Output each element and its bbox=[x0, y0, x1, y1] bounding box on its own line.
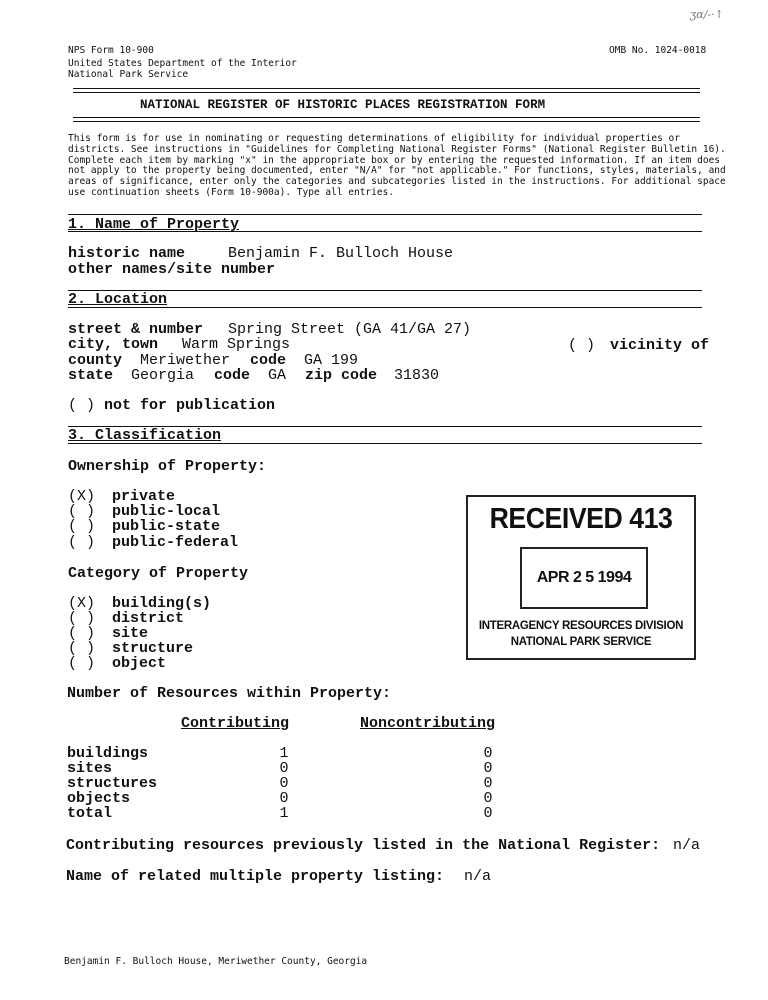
ownership-public-state-checkbox[interactable]: ( ) bbox=[68, 518, 96, 535]
ownership-public-federal-checkbox[interactable]: ( ) bbox=[68, 534, 96, 551]
county-code-value: GA 199 bbox=[304, 352, 359, 369]
stamp-division: INTERAGENCY RESOURCES DIVISION bbox=[478, 620, 684, 632]
title-top-rule bbox=[73, 88, 700, 93]
instruction-line: areas of significance, enter only the categories and subcategories listed in the instructions. For additional space bbox=[68, 176, 726, 188]
omb-number: OMB No. 1024-0018 bbox=[609, 45, 707, 56]
state-value: Georgia bbox=[131, 367, 195, 384]
resource-contributing-count: 0 bbox=[279, 790, 289, 807]
form-title: NATIONAL REGISTER OF HISTORIC PLACES REGISTRATION FORM bbox=[140, 98, 546, 112]
category-object-label: object bbox=[112, 655, 167, 672]
category-site-label: site bbox=[112, 625, 149, 642]
section3-underrule bbox=[68, 443, 702, 444]
department: United States Department of the Interior bbox=[68, 58, 297, 69]
county-label: county bbox=[68, 352, 123, 369]
resource-contributing-count: 0 bbox=[279, 775, 289, 792]
received-stamp bbox=[466, 495, 696, 660]
noncontributing-header: Noncontributing bbox=[360, 715, 496, 732]
section1-heading: 1. Name of Property bbox=[68, 216, 240, 233]
not-for-publication-checkbox[interactable]: ( ) bbox=[68, 397, 96, 414]
category-object-checkbox[interactable]: ( ) bbox=[68, 655, 96, 672]
county-code-label: code bbox=[250, 352, 287, 369]
category-site-checkbox[interactable]: ( ) bbox=[68, 625, 96, 642]
resource-noncontributing-count: 0 bbox=[483, 775, 493, 792]
section1-rule bbox=[68, 214, 702, 215]
ownership-public-state-label: public-state bbox=[112, 518, 221, 535]
service: National Park Service bbox=[68, 69, 189, 80]
vicinity-checkbox[interactable]: ( ) bbox=[568, 337, 596, 354]
zip-label: zip code bbox=[305, 367, 378, 384]
section1-underrule bbox=[68, 231, 702, 232]
category-building-label: building(s) bbox=[112, 595, 212, 612]
related-listing-label: Name of related multiple property listing: bbox=[66, 868, 445, 885]
ownership-public-local-label: public-local bbox=[112, 503, 221, 520]
resource-contributing-count: 0 bbox=[279, 760, 289, 777]
resource-contributing-count: 1 bbox=[279, 805, 289, 822]
previously-listed-value: n/a bbox=[673, 837, 701, 854]
category-district-checkbox[interactable]: ( ) bbox=[68, 610, 96, 627]
not-for-publication-label: not for publication bbox=[104, 397, 276, 414]
section2-underrule bbox=[68, 307, 702, 308]
instruction-line: This form is for use in nominating or requesting determinations of eligibility for individual properties or bbox=[68, 133, 680, 144]
historic-name-label: historic name bbox=[68, 245, 186, 262]
section2-heading: 2. Location bbox=[68, 291, 168, 308]
state-code-value: GA bbox=[268, 367, 287, 384]
other-names-label: other names/site number bbox=[68, 261, 276, 278]
resource-noncontributing-count: 0 bbox=[483, 760, 493, 777]
resource-noncontributing-count: 0 bbox=[483, 790, 493, 807]
city-label: city, town bbox=[68, 336, 159, 353]
city-value: Warm Springs bbox=[182, 336, 291, 353]
street-value: Spring Street (GA 41/GA 27) bbox=[228, 321, 472, 338]
instruction-line: use continuation sheets (Form 10-900a). Type all entries. bbox=[68, 186, 395, 198]
resource-row-label: objects bbox=[67, 790, 131, 807]
stamp-agency: NATIONAL PARK SERVICE bbox=[510, 636, 652, 648]
title-bottom-rule bbox=[73, 117, 700, 122]
instruction-line: not apply to the property being documented, enter "N/A" for "not applicable." For functions, styles, materials, and bbox=[68, 165, 726, 177]
stamp-date: APR 2 5 1994 bbox=[536, 569, 632, 586]
county-value: Meriwether bbox=[140, 352, 231, 369]
state-code-label: code bbox=[214, 367, 251, 384]
instructions bbox=[68, 134, 726, 199]
form-number: NPS Form 10-900 bbox=[68, 45, 154, 56]
category-building-checkbox[interactable]: (X) bbox=[68, 595, 96, 612]
resource-contributing-count: 1 bbox=[279, 745, 289, 762]
category-structure-label: structure bbox=[112, 640, 194, 657]
category-heading: Category of Property bbox=[68, 565, 249, 582]
resource-row-label: buildings bbox=[67, 745, 149, 762]
vicinity-label: vicinity of bbox=[610, 337, 710, 354]
ownership-public-federal-label: public-federal bbox=[112, 534, 239, 551]
ownership-heading: Ownership of Property: bbox=[68, 458, 267, 475]
ownership-public-local-checkbox[interactable]: ( ) bbox=[68, 503, 96, 520]
stamp-date-box bbox=[520, 547, 648, 609]
instruction-line: districts. See instructions in "Guidelines for Completing National Register Forms" (National Register Bulletin 16). bbox=[68, 143, 726, 155]
street-label: street & number bbox=[68, 321, 204, 338]
ownership-private-label: private bbox=[112, 488, 176, 505]
state-label: state bbox=[68, 367, 114, 384]
previously-listed-label: Contributing resources previously listed in the National Register: bbox=[66, 837, 661, 854]
historic-name-value: Benjamin F. Bulloch House bbox=[228, 245, 454, 262]
instruction-line: Complete each item by marking "x" in the appropriate box or by entering the requested information. If an item does bbox=[68, 154, 721, 166]
resource-noncontributing-count: 0 bbox=[483, 745, 493, 762]
page-footer: Benjamin F. Bulloch House, Meriwether County, Georgia bbox=[64, 956, 368, 967]
resource-noncontributing-count: 0 bbox=[483, 805, 493, 822]
contributing-header: Contributing bbox=[181, 715, 290, 732]
category-structure-checkbox[interactable]: ( ) bbox=[68, 640, 96, 657]
resource-row-label: structures bbox=[67, 775, 158, 792]
category-district-label: district bbox=[112, 610, 185, 627]
resources-heading: Number of Resources within Property: bbox=[67, 685, 392, 702]
resource-row-label: total bbox=[67, 805, 113, 822]
section3-heading: 3. Classification bbox=[68, 427, 222, 444]
stamp-title: RECEIVED 413 bbox=[489, 503, 673, 535]
resource-row-label: sites bbox=[67, 760, 113, 777]
zip-value: 31830 bbox=[394, 367, 440, 384]
ownership-private-checkbox[interactable]: (X) bbox=[68, 488, 96, 505]
handwritten-mark: ʒɑ/-·↑ bbox=[690, 8, 724, 21]
related-listing-value: n/a bbox=[464, 868, 492, 885]
